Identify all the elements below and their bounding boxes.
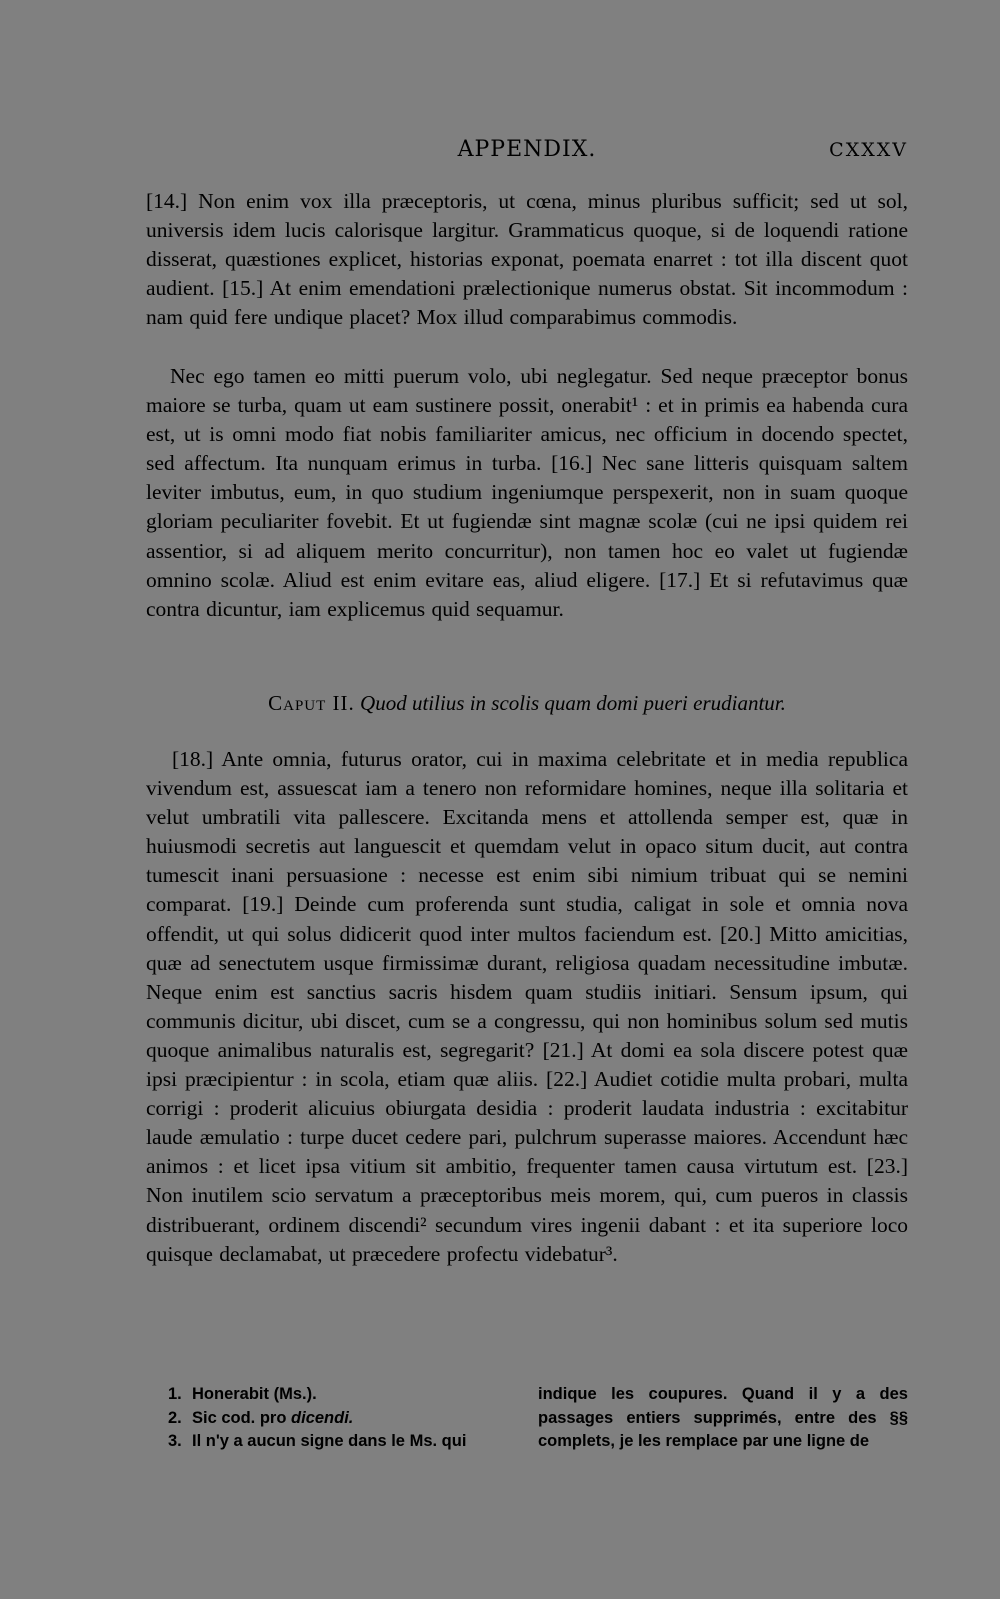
text-block-2 bbox=[146, 362, 908, 624]
footnotes-left-column bbox=[168, 1383, 513, 1454]
chapter-heading bbox=[146, 691, 908, 716]
text-block-3 bbox=[146, 745, 908, 1269]
text-block-1 bbox=[146, 187, 908, 332]
chapter-title: Quod utilius in scolis quam domi pueri erudiantur. bbox=[360, 691, 786, 715]
footnote-text: Sic cod. pro bbox=[192, 1408, 287, 1427]
running-title: APPENDIX. bbox=[457, 137, 597, 162]
footnote-text: Il n'y a aucun signe dans le Ms. qui bbox=[192, 1432, 467, 1450]
footnote-3 bbox=[168, 1430, 513, 1454]
paragraph-18-23: [18.] Ante omnia, futurus orator, cui in maxima celebritate et in media republica vivendum est, assuescat iam a tenero non reformidare homines, neque illa solitaria et velut umbratili vita pallescere. Excitanda mens et attollenda semper est, quæ in huiusmodi secretis aut languescit et quemdam velut in opaco situm ducit, aut contra tumescit inani persuasione : necesse est enim sibi nimium tribuat qui se nemini comparat. [19.] Deinde cum proferenda sunt studia, caligat in sole et omnia nova offendit, ut qui solus didicerit quod inter multos faciendum est. [20.] Mitto amicitias, quæ ad senectutem usque firmissimæ durant, religiosa quadam necessitudine imbutæ. Neque enim est sanctius sacris hisdem quam studiis initiari. Sensum ipsum, qui communis dicitur, ubi discet, cum se a congressu, qui non hominibus solum sed mutis quoque animalibus naturalis est, segregarit? [21.] At domi ea sola discere potest quæ ipsi præcipientur : in scola, etiam quæ aliis. [22.] Audiet cotidie multa probari, multa corrigi : proderit alicuius obiurgata desidia : proderit laudata industria : excitabitur laude æmulatio : turpe ducet cedere pari, pulchrum superasse maiores. Accendunt hæc animos : et licet ipsa vitium sit ambitio, frequenter tamen causa virtutum est. [23.] Non inutilem scio servatum a præceptoribus meis morem, qui, cum pueros in classis distribuerant, ordinem discendi² secundum vires ingenii dabant : et ita superiore loco quisque declamabat, ut præcedere profectu videbatur³. bbox=[146, 747, 908, 1266]
footnote-number: 2. bbox=[168, 1408, 182, 1427]
running-head bbox=[146, 137, 908, 167]
footnote-2 bbox=[168, 1407, 513, 1431]
footnote-number: 1. bbox=[168, 1385, 182, 1403]
footnote-italic: dicendi. bbox=[291, 1408, 354, 1427]
footnote-text: Honerabit (Ms.). bbox=[192, 1385, 317, 1403]
footnote-number: 3. bbox=[168, 1432, 182, 1450]
page-number: CXXXV bbox=[829, 139, 908, 161]
paragraph-14-15: [14.] Non enim vox illa præceptoris, ut cœna, minus pluribus sufficit; sed ut sol, universis idem lucis calorisque largitur. Grammaticus quoque, si de loquendi ratione disserat, quæstiones explicet, historias exponat, poemata enarret : tot illa discent quot audient. [15.] At enim emendationi prælectionique numerus obstat. Sit incommodum : nam quid fere undique placet? Mox illud comparabimus commodis. bbox=[146, 189, 908, 330]
paragraph-nec-ego: Nec ego tamen eo mitti puerum volo, ubi neglegatur. Sed neque præceptor bonus maiore se turba, quam ut eam sustinere possit, onerabit¹ : et in primis ea habenda cura est, ut is omni modo fiat nobis familiariter amicus, nec officium in docendo spectet, sed affectum. Ita nunquam erimus in turba. [16.] Nec sane litteris quisquam saltem leviter imbutus, eum, in quo studium ingeniumque perspexerit, non in suam quoque gloriam peculiariter fovebit. Et ut fugiendæ sint magnæ scolæ (cui ne ipsi quidem rei assentior, si ad aliquem merito concurritur), non tamen hoc eo valet ut fugiendæ omnino scolæ. Aliud est enim evitare eas, aliud eligere. [17.] Et si refutavimus quæ contra dicuntur, iam explicemus quid sequamur. bbox=[146, 364, 908, 621]
footnote-1 bbox=[168, 1383, 513, 1407]
chapter-label: Caput II. bbox=[268, 691, 355, 715]
footnotes-right-column: indique les coupures. Quand il y a des passages entiers supprimés, entre des §§ complets, je les remplace par une ligne de bbox=[538, 1385, 908, 1450]
